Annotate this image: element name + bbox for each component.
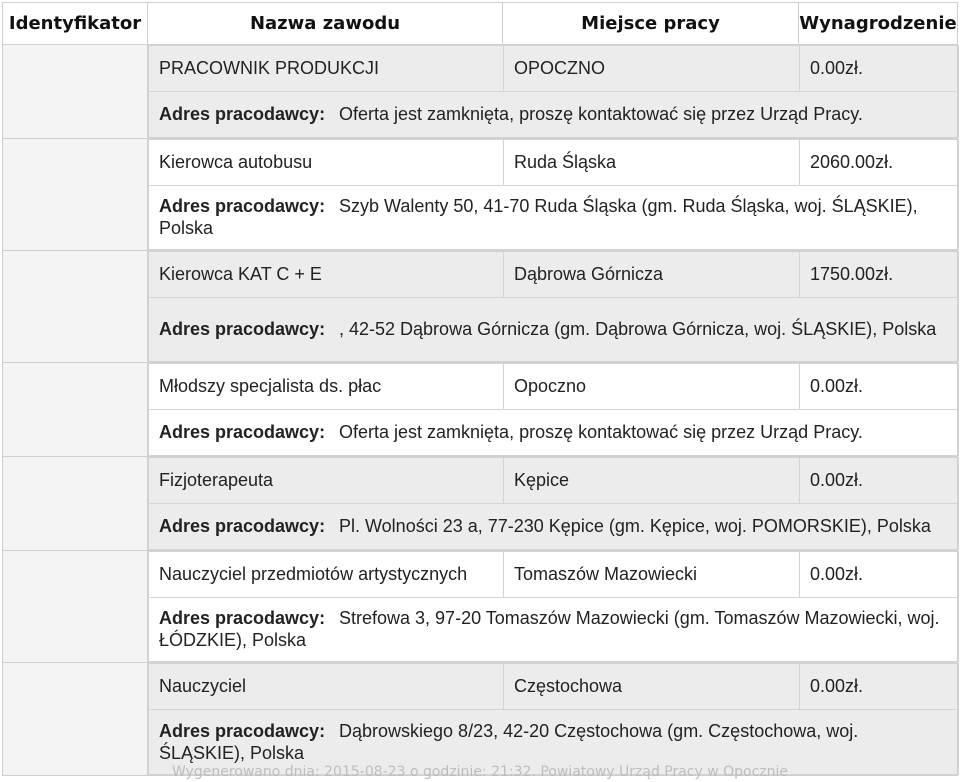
offer-row — [3, 251, 958, 363]
offer-salary: 0.00zł. — [800, 46, 959, 92]
offer-place: Ruda Śląska — [504, 140, 800, 186]
address-text: , 42-52 Dąbrowa Górnicza (gm. Dąbrowa Górnicza, woj. ŚLĄSKIE), Polska — [339, 319, 937, 339]
offer-details — [148, 457, 958, 551]
offer-details — [148, 251, 958, 363]
offer-name: Nauczyciel przedmiotów artystycznych — [149, 552, 504, 598]
offer-details — [148, 663, 958, 776]
offer-row — [3, 45, 958, 139]
offer-place: Dąbrowa Górnicza — [504, 252, 800, 298]
offer-address — [149, 504, 959, 550]
offer-place: Opoczno — [504, 364, 800, 410]
address-text: Strefowa 3, 97-20 Tomaszów Mazowiecki (gm. Tomaszów Mazowiecki, woj. ŁÓDZKIE), Polska — [159, 608, 940, 650]
offer-id-cell — [3, 251, 148, 363]
address-text: Pl. Wolności 23 a, 77-230 Kępice (gm. Kępice, woj. POMORSKIE), Polska — [339, 516, 931, 536]
offer-details — [148, 45, 958, 139]
offers-table — [2, 2, 958, 776]
address-label: Adres pracodawcy: — [159, 104, 326, 124]
offer-row — [3, 363, 958, 457]
header-name: Nazwa zawodu — [148, 3, 503, 45]
offer-salary: 0.00zł. — [800, 458, 959, 504]
address-label: Adres pracodawcy: — [159, 608, 326, 628]
address-label: Adres pracodawcy: — [159, 319, 326, 339]
offer-details — [148, 139, 958, 251]
offer-salary: 2060.00zł. — [800, 140, 959, 186]
address-label: Adres pracodawcy: — [159, 720, 326, 741]
offer-address — [149, 598, 959, 662]
offer-id-cell — [3, 45, 148, 139]
address-label: Adres pracodawcy: — [159, 422, 326, 442]
offer-name: Fizjoterapeuta — [149, 458, 504, 504]
table-header — [3, 3, 958, 45]
header-place: Miejsce pracy — [503, 3, 799, 45]
offer-name: Kierowca autobusu — [149, 140, 504, 186]
offer-address — [149, 410, 959, 456]
offer-details — [148, 551, 958, 663]
offer-address — [149, 186, 959, 250]
offer-salary: 0.00zł. — [800, 364, 959, 410]
offer-salary: 0.00zł. — [800, 552, 959, 598]
offer-id-cell — [3, 457, 148, 551]
offer-name: Nauczyciel — [149, 664, 504, 710]
offer-id-cell — [3, 363, 148, 457]
offer-place: Częstochowa — [504, 664, 800, 710]
offer-name: PRACOWNIK PRODUKCJI — [149, 46, 504, 92]
offer-id-cell — [3, 551, 148, 663]
header-id: Identyfikator — [3, 3, 148, 45]
offer-place: OPOCZNO — [504, 46, 800, 92]
address-label: Adres pracodawcy: — [159, 196, 326, 216]
offer-place: Kępice — [504, 458, 800, 504]
address-text: Oferta jest zamknięta, proszę kontaktować się przez Urząd Pracy. — [339, 422, 863, 442]
offer-row — [3, 139, 958, 251]
offer-name: Młodszy specjalista ds. płac — [149, 364, 504, 410]
offer-row — [3, 457, 958, 551]
offer-salary: 0.00zł. — [800, 664, 959, 710]
offer-id-cell — [3, 139, 148, 251]
address-label: Adres pracodawcy: — [159, 516, 326, 536]
address-text: Dąbrowskiego 8/23, 42-20 Częstochowa (gm. Częstochowa, woj. ŚLĄSKIE), Polska — [159, 720, 859, 763]
footer-note: Wygenerowano dnia: 2015-08-23 o godzinie: 21:32. Powiatowy Urząd Pracy w Opocznie — [171, 764, 789, 780]
header-salary: Wynagrodzenie — [799, 3, 958, 45]
offer-address — [149, 92, 959, 138]
offer-salary: 1750.00zł. — [800, 252, 959, 298]
offer-address — [149, 298, 959, 362]
offer-row — [3, 551, 958, 663]
offer-name: Kierowca KAT C + E — [149, 252, 504, 298]
offer-details — [148, 363, 958, 457]
address-text: Szyb Walenty 50, 41-70 Ruda Śląska (gm. Ruda Śląska, woj. ŚLĄSKIE), Polska — [159, 196, 918, 238]
offer-id-cell — [3, 663, 148, 776]
offer-place: Tomaszów Mazowiecki — [504, 552, 800, 598]
offer-row — [3, 663, 958, 776]
address-text: Oferta jest zamknięta, proszę kontaktować się przez Urząd Pracy. — [339, 104, 863, 124]
